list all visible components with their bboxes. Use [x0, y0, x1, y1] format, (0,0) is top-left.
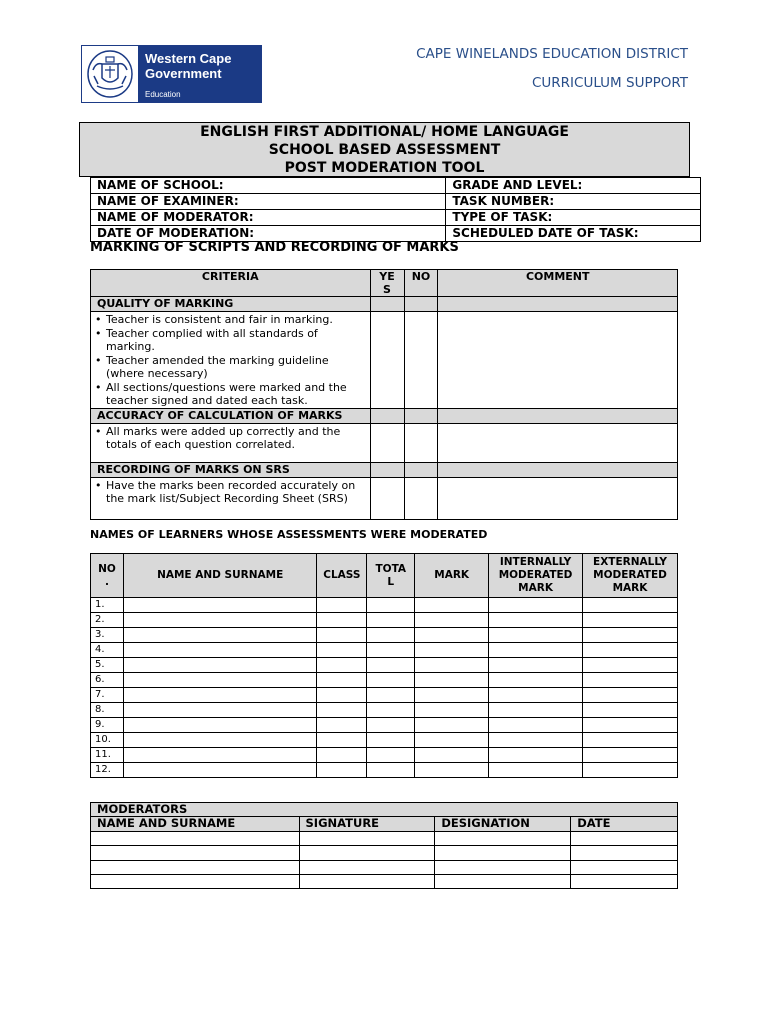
criteria-items	[91, 477, 371, 519]
class-cell[interactable]	[317, 613, 367, 628]
criteria-items	[91, 312, 371, 409]
logo-wordmark	[138, 46, 261, 102]
learners-header-row	[91, 554, 678, 598]
criteria-table	[90, 269, 678, 520]
total-cell[interactable]	[367, 613, 415, 628]
section-row	[91, 462, 678, 477]
mark-cell[interactable]	[415, 673, 489, 688]
mark-cell[interactable]	[415, 703, 489, 718]
row-number: 10.	[91, 733, 124, 748]
section-row	[91, 297, 678, 312]
internal-mark-cell[interactable]	[489, 598, 583, 613]
mark-cell[interactable]	[415, 613, 489, 628]
table-row	[91, 860, 678, 874]
moderators-title: MODERATORS	[91, 803, 678, 817]
date-cell[interactable]	[571, 846, 678, 860]
comment-cell[interactable]	[438, 297, 678, 312]
yes-cell[interactable]	[370, 408, 404, 423]
examiner-name-field[interactable]: NAME OF EXAMINER:	[91, 194, 446, 210]
table-row	[91, 763, 678, 778]
school-name-field[interactable]: NAME OF SCHOOL:	[91, 178, 446, 194]
total-cell[interactable]	[367, 748, 415, 763]
class-cell[interactable]	[317, 688, 367, 703]
criteria-item: • Have the marks been recorded accurately on the mark list/Subject Recording Sheet (SRS)	[95, 478, 356, 505]
info-table	[90, 177, 701, 242]
yes-cell[interactable]	[370, 423, 404, 462]
date-cell[interactable]	[571, 831, 678, 845]
signature-header: SIGNATURE	[299, 817, 435, 831]
class-cell[interactable]	[317, 643, 367, 658]
document-title	[79, 122, 690, 177]
name-cell[interactable]	[123, 718, 316, 733]
yes-cell[interactable]	[370, 477, 404, 519]
coat-of-arms-icon	[82, 46, 138, 102]
section-title: QUALITY OF MARKING	[91, 297, 371, 312]
section-row	[91, 408, 678, 423]
signature-cell[interactable]	[299, 860, 435, 874]
name-header: NAME AND SURNAME	[123, 554, 316, 598]
name-cell[interactable]	[123, 613, 316, 628]
moderators-header-row	[91, 817, 678, 831]
name-cell[interactable]	[123, 763, 316, 778]
task-type-field[interactable]: TYPE OF TASK:	[446, 210, 701, 226]
date-cell[interactable]	[571, 860, 678, 874]
moderator-name-header: NAME AND SURNAME	[91, 817, 300, 831]
external-mark-cell[interactable]	[583, 643, 678, 658]
logo-line2: Government	[145, 66, 222, 81]
internal-mark-cell[interactable]	[489, 718, 583, 733]
marking-section-title: MARKING OF SCRIPTS AND RECORDING OF MARKS	[90, 240, 459, 255]
number-header: NO .	[91, 554, 124, 598]
external-mark-cell[interactable]	[583, 748, 678, 763]
yes-cell[interactable]	[370, 312, 404, 409]
western-cape-government-logo	[81, 45, 262, 103]
internal-mark-cell[interactable]	[489, 673, 583, 688]
task-number-field[interactable]: TASK NUMBER:	[446, 194, 701, 210]
title-line3: POST MODERATION TOOL	[284, 160, 485, 176]
external-mark-cell[interactable]	[583, 718, 678, 733]
no-cell[interactable]	[404, 477, 438, 519]
row-number: 2.	[91, 613, 124, 628]
learners-table	[90, 553, 678, 778]
table-row	[91, 831, 678, 845]
class-cell[interactable]	[317, 718, 367, 733]
comment-cell[interactable]	[438, 462, 678, 477]
total-cell[interactable]	[367, 703, 415, 718]
total-cell[interactable]	[367, 628, 415, 643]
moderator-name-field[interactable]: NAME OF MODERATOR:	[91, 210, 446, 226]
row-number: 12.	[91, 763, 124, 778]
info-row	[91, 210, 701, 226]
designation-cell[interactable]	[435, 831, 571, 845]
total-cell[interactable]	[367, 733, 415, 748]
mark-header: MARK	[415, 554, 489, 598]
internal-mark-cell[interactable]	[489, 688, 583, 703]
table-row	[91, 613, 678, 628]
total-cell[interactable]	[367, 688, 415, 703]
external-mark-cell[interactable]	[583, 613, 678, 628]
designation-cell[interactable]	[435, 860, 571, 874]
info-row	[91, 178, 701, 194]
signature-cell[interactable]	[299, 874, 435, 888]
name-cell[interactable]	[123, 628, 316, 643]
mark-cell[interactable]	[415, 598, 489, 613]
no-cell[interactable]	[404, 408, 438, 423]
comment-cell[interactable]	[438, 408, 678, 423]
internal-mark-cell[interactable]	[489, 658, 583, 673]
comment-header: COMMENT	[438, 270, 678, 297]
internal-mark-cell[interactable]	[489, 703, 583, 718]
moderation-date-field[interactable]: DATE OF MODERATION:	[91, 226, 446, 242]
comment-cell[interactable]	[438, 423, 678, 462]
no-cell[interactable]	[404, 297, 438, 312]
criteria-header: CRITERIA	[91, 270, 371, 297]
yes-header: YE S	[370, 270, 404, 297]
table-row	[91, 643, 678, 658]
criteria-row	[91, 423, 678, 462]
row-number: 6.	[91, 673, 124, 688]
date-header: DATE	[571, 817, 678, 831]
curriculum-support: CURRICULUM SUPPORT	[531, 75, 688, 91]
table-row	[91, 598, 678, 613]
name-cell[interactable]	[123, 688, 316, 703]
total-cell[interactable]	[367, 673, 415, 688]
mark-cell[interactable]	[415, 718, 489, 733]
moderator-name-cell[interactable]	[91, 860, 300, 874]
name-cell[interactable]	[123, 748, 316, 763]
table-row	[91, 718, 678, 733]
table-row	[91, 688, 678, 703]
name-cell[interactable]	[123, 658, 316, 673]
criteria-row	[91, 312, 678, 409]
external-mark-cell[interactable]	[583, 598, 678, 613]
criteria-item: • Teacher complied with all standards of marking.	[95, 326, 318, 353]
no-cell[interactable]	[404, 423, 438, 462]
moderator-name-cell[interactable]	[91, 831, 300, 845]
internal-mark-cell[interactable]	[489, 763, 583, 778]
class-header: CLASS	[317, 554, 367, 598]
internal-mark-cell[interactable]	[489, 643, 583, 658]
total-cell[interactable]	[367, 643, 415, 658]
table-row	[91, 874, 678, 888]
designation-cell[interactable]	[435, 846, 571, 860]
signature-cell[interactable]	[299, 846, 435, 860]
total-cell[interactable]	[367, 598, 415, 613]
name-cell[interactable]	[123, 643, 316, 658]
moderator-name-cell[interactable]	[91, 846, 300, 860]
table-row	[91, 673, 678, 688]
moderator-name-cell[interactable]	[91, 874, 300, 888]
designation-header: DESIGNATION	[435, 817, 571, 831]
section-title: ACCURACY OF CALCULATION OF MARKS	[91, 408, 371, 423]
table-row	[91, 846, 678, 860]
logo-subtitle: Education	[145, 90, 181, 99]
class-cell[interactable]	[317, 673, 367, 688]
row-number: 5.	[91, 658, 124, 673]
yes-cell[interactable]	[370, 462, 404, 477]
mark-cell[interactable]	[415, 658, 489, 673]
row-number: 7.	[91, 688, 124, 703]
grade-level-field[interactable]: GRADE AND LEVEL:	[446, 178, 701, 194]
name-cell[interactable]	[123, 703, 316, 718]
title-line2: SCHOOL BASED ASSESSMENT	[268, 142, 501, 158]
table-row	[91, 748, 678, 763]
yes-cell[interactable]	[370, 297, 404, 312]
criteria-header-row	[91, 270, 678, 297]
internal-mark-header: INTERNALLY MODERATED MARK	[489, 554, 583, 598]
mark-cell[interactable]	[415, 763, 489, 778]
external-mark-cell[interactable]	[583, 628, 678, 643]
external-mark-cell[interactable]	[583, 703, 678, 718]
external-mark-cell[interactable]	[583, 763, 678, 778]
row-number: 11.	[91, 748, 124, 763]
class-cell[interactable]	[317, 658, 367, 673]
class-cell[interactable]	[317, 598, 367, 613]
external-mark-cell[interactable]	[583, 658, 678, 673]
total-cell[interactable]	[367, 718, 415, 733]
internal-mark-cell[interactable]	[489, 748, 583, 763]
mark-cell[interactable]	[415, 628, 489, 643]
learners-section-title: NAMES OF LEARNERS WHOSE ASSESSMENTS WERE MODERATED	[90, 528, 488, 541]
table-row	[91, 733, 678, 748]
total-cell[interactable]	[367, 658, 415, 673]
district-name: CAPE WINELANDS EDUCATION DISTRICT	[416, 46, 688, 62]
table-row	[91, 703, 678, 718]
external-mark-header: EXTERNALLY MODERATED MARK	[583, 554, 678, 598]
mark-cell[interactable]	[415, 748, 489, 763]
info-row	[91, 194, 701, 210]
mark-cell[interactable]	[415, 733, 489, 748]
date-cell[interactable]	[571, 874, 678, 888]
row-number: 9.	[91, 718, 124, 733]
table-row	[91, 658, 678, 673]
class-cell[interactable]	[317, 703, 367, 718]
row-number: 8.	[91, 703, 124, 718]
comment-cell[interactable]	[438, 312, 678, 409]
moderators-title-row	[91, 803, 678, 817]
external-mark-cell[interactable]	[583, 688, 678, 703]
total-cell[interactable]	[367, 763, 415, 778]
row-number: 3.	[91, 628, 124, 643]
external-mark-cell[interactable]	[583, 733, 678, 748]
no-header: NO	[404, 270, 438, 297]
table-row	[91, 628, 678, 643]
criteria-item: • All sections/questions were marked and the teacher signed and dated each task.	[95, 380, 347, 407]
name-cell[interactable]	[123, 598, 316, 613]
signature-cell[interactable]	[299, 831, 435, 845]
internal-mark-cell[interactable]	[489, 733, 583, 748]
name-cell[interactable]	[123, 733, 316, 748]
criteria-item: • Teacher amended the marking guideline (where necessary)	[95, 353, 329, 380]
name-cell[interactable]	[123, 673, 316, 688]
title-line1: ENGLISH FIRST ADDITIONAL/ HOME LANGUAGE	[200, 124, 569, 140]
criteria-row	[91, 477, 678, 519]
row-number: 4.	[91, 643, 124, 658]
mark-cell[interactable]	[415, 643, 489, 658]
moderators-table	[90, 802, 678, 889]
no-cell[interactable]	[404, 312, 438, 409]
criteria-items	[91, 423, 371, 462]
designation-cell[interactable]	[435, 874, 571, 888]
criteria-item: • All marks were added up correctly and the totals of each question correlated.	[95, 424, 341, 451]
no-cell[interactable]	[404, 462, 438, 477]
criteria-item: • Teacher is consistent and fair in marking.	[95, 313, 333, 326]
class-cell[interactable]	[317, 733, 367, 748]
mark-cell[interactable]	[415, 688, 489, 703]
total-header: TOTA L	[367, 554, 415, 598]
learners-rows	[91, 598, 678, 778]
internal-mark-cell[interactable]	[489, 628, 583, 643]
class-cell[interactable]	[317, 763, 367, 778]
internal-mark-cell[interactable]	[489, 613, 583, 628]
comment-cell[interactable]	[438, 477, 678, 519]
logo-line1: Western Cape	[145, 51, 232, 66]
scheduled-date-field[interactable]: SCHEDULED DATE OF TASK:	[446, 226, 701, 242]
external-mark-cell[interactable]	[583, 673, 678, 688]
class-cell[interactable]	[317, 628, 367, 643]
section-title: RECORDING OF MARKS ON SRS	[91, 462, 371, 477]
class-cell[interactable]	[317, 748, 367, 763]
row-number: 1.	[91, 598, 124, 613]
